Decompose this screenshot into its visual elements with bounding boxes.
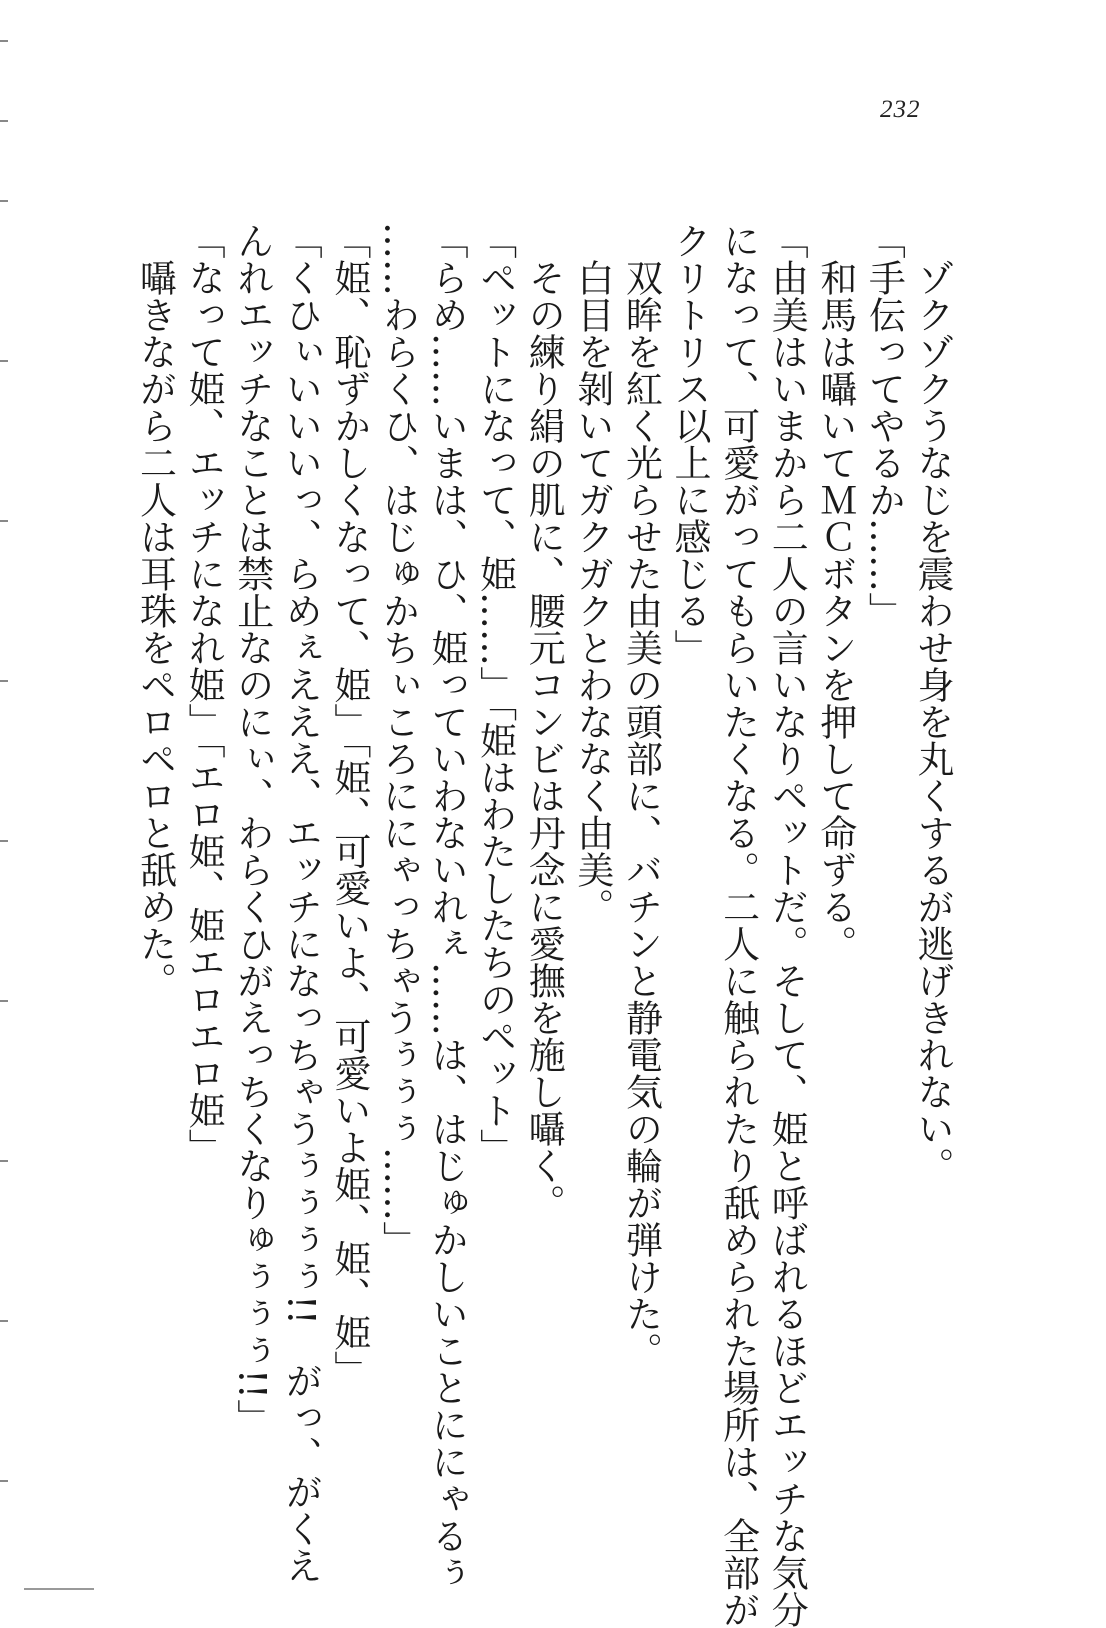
text-line: ゾクゾクうなじを震わせ身を丸くするが逃げきれない。 — [911, 222, 954, 1184]
text-line: 「らめ……いまは、ひ、姫っていわないれぇ……は、はじゅかしいことににゃるぅ — [425, 222, 469, 1591]
edge-mark — [0, 120, 8, 122]
footer-rule — [24, 1588, 94, 1590]
text-line: 「手伝ってやるか……」 — [862, 222, 906, 629]
text-line: 「なって姫、エッチになれ姫」「エロ姫、姫エロエロ姫」 — [182, 222, 226, 1166]
text-line: 「ペットになって、姫……」「姫はわたしたちのペット」 — [473, 222, 517, 1166]
page-left-edge — [0, 0, 16, 1600]
page-number: 232 — [880, 96, 921, 123]
text-line: ……わらくひ、はじゅかちぃころににゃっちゃうぅぅぅ……」 — [376, 222, 420, 1258]
edge-mark — [0, 520, 8, 522]
edge-mark — [0, 1000, 8, 1002]
vertical-text-body — [130, 222, 956, 1628]
edge-mark — [0, 200, 8, 202]
edge-mark — [0, 680, 8, 682]
text-line: 双眸を紅く光らせた由美の頭部に、バチンと静電気の輪が弾けた。 — [619, 222, 663, 1369]
edge-mark — [0, 1480, 8, 1482]
text-line: 「姫、恥ずかしくなって、姫」「姫、可愛いよ、可愛いよ姫、姫、姫」 — [327, 222, 371, 1388]
edge-mark — [0, 40, 8, 42]
edge-mark — [0, 840, 8, 842]
edge-mark — [0, 1320, 8, 1322]
text-line: その練り絹の肌に、腰元コンビは丹念に愛撫を施し囁く。 — [522, 222, 566, 1221]
text-line: になって、可愛がってもらいたくなる。二人に触られたり舐められた場所は、全部が — [716, 222, 760, 1628]
text-line: 「くひぃいいいっ、らめぇえええ、エッチになっちゃうぅぅぅぅ!! がっ、がくえ — [279, 222, 323, 1584]
text-line: んれエッチなことは禁止なのにぃ、わらくひがえっちくなりゅぅぅぅ!!」 — [230, 222, 274, 1436]
edge-mark — [0, 360, 8, 362]
edge-mark — [0, 1160, 8, 1162]
text-line: クリトリス以上に感じる」 — [668, 222, 712, 666]
text-line: 「由美はいまから二人の言いなりペットだ。そして、姫と呼ばれるほどエッチな気分 — [765, 222, 809, 1628]
text-line: 和馬は囁いてＭＣボタンを押して命ずる。 — [813, 222, 857, 962]
text-line: 囁きながら二人は耳珠をペロペロと舐めた。 — [133, 222, 177, 999]
text-line: 白目を剝いてガクガクとわななく由美。 — [570, 222, 614, 925]
